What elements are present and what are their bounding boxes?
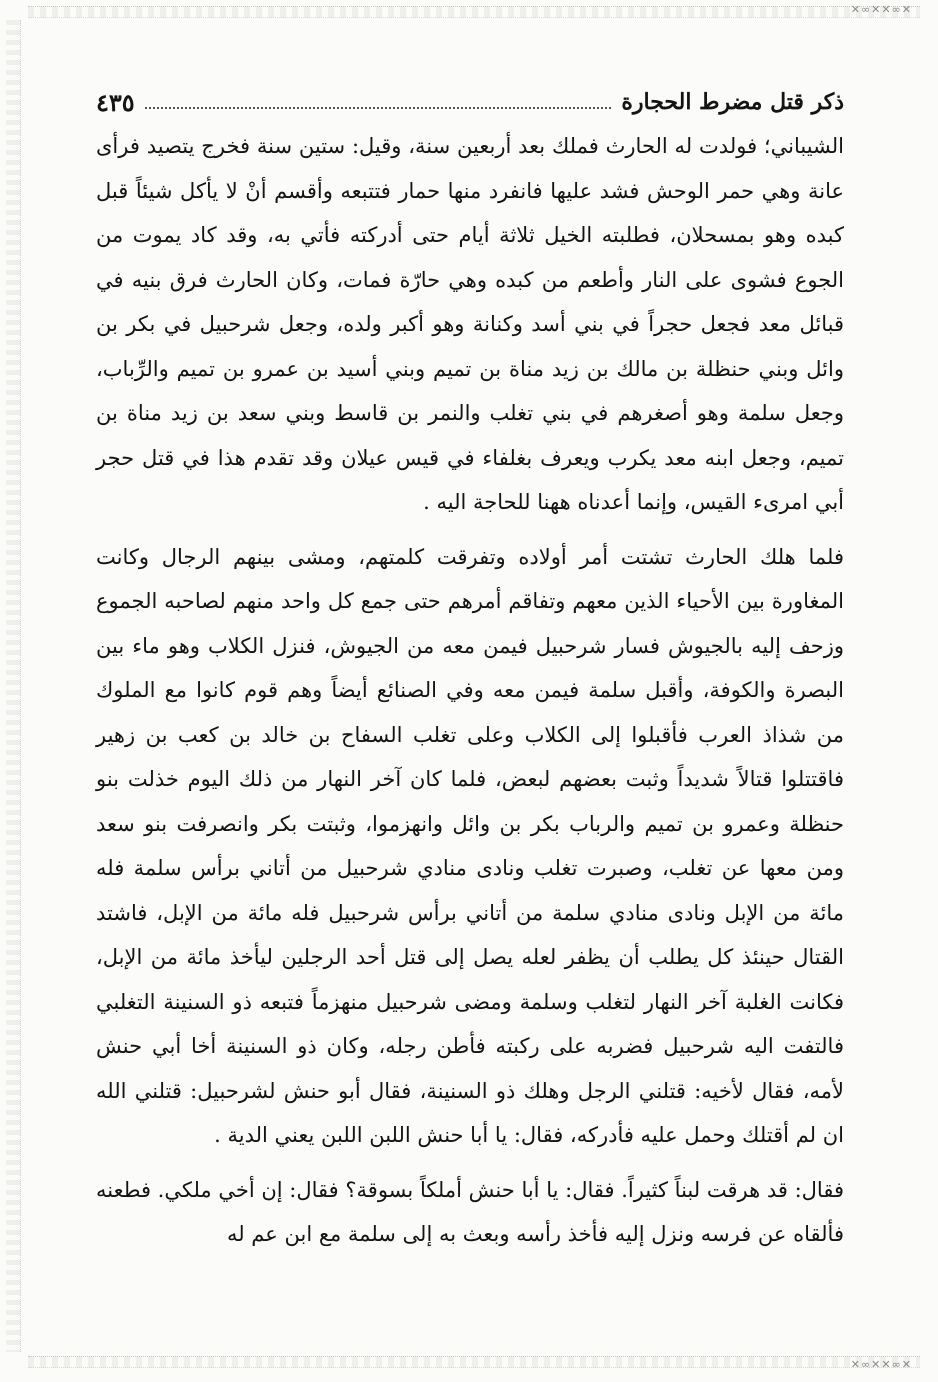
- bottom-ornament-border: [28, 1356, 920, 1368]
- page-number: ٤٣٥: [96, 87, 135, 117]
- paragraph-1: الشيباني؛ فولدت له الحارث فملك بعد أربعين سنة، وقيل: ستين سنة فخرج يتصيد فرأى عانة وهي حمر الوحش فشد عليها فانفرد منها حمار فتتبعه وأقسم أنْ لا يأكل شيئاً قبل كبده وهو بمسحلان، فطلبته الخيل ثلاثة أيام حتى أدركته فأتي به، وقد كاد يموت من الجوع فشوى على النار وأطعم من كبده وهي حارّة فمات، وكان الحارث فرق بنيه في قبائل معد فجعل حجراً في بني أسد وكنانة وهو أكبر ولده، وجعل شرحبيل في بكر بن وائل وبني حنظلة بن مالك بن زيد مناة بن تميم وبني أسيد بن عمرو بن تميم والرِّباب، وجعل سلمة وهو أصغرهم في بني تغلب والنمر بن قاسط وبني سعد بن زيد مناة بن تميم، وجعل ابنه معد يكرب ويعرف بغلفاء في قيس عيلان وقد تقدم هذا في قتل حجر أبي امرىء القيس، وإنما أعدناه ههنا للحاجة اليه .: [96, 134, 844, 514]
- body-text: [96, 124, 844, 1257]
- bottom-knot-ornament-icon: ✕∞✕✕∞✕: [850, 1358, 912, 1371]
- paragraph-3: فقال: قد هرقت لبناً كثيراً. فقال: يا أبا حنش أملكاً بسوقة؟ فقال: إن أخي ملكي. فطعنه فألقاه عن فرسه ونزل إليه فأخذ رأسه وبعث به إلى سلمة مع ابن عم له: [96, 1177, 844, 1246]
- page-header: [96, 84, 844, 120]
- top-knot-ornament-icon: ✕∞✕✕∞✕: [850, 3, 912, 16]
- top-ornament-border: [28, 6, 920, 18]
- running-title: ذكر قتل مضرط الحجارة: [621, 89, 844, 115]
- dotted-leader: [145, 107, 612, 109]
- paragraph-gap: [96, 525, 844, 535]
- paragraph-gap: [96, 1158, 844, 1168]
- paragraph-2: فلما هلك الحارث تشتت أمر أولاده وتفرقت كلمتهم، ومشى بينهم الرجال وكانت المغاورة بين الأحياء الذين معهم وتفاقم أمرهم حتى جمع كل واحد منهم لصاحبه الجموع وزحف إليه بالجيوش فسار شرحبيل فيمن معه من الجيوش، فنزل الكلاب وهو ماء بين البصرة والكوفة، وأقبل سلمة فيمن معه وفي الصنائع أيضاً وهم قوم كانوا مع الملوك من شذاذ العرب فأقبلوا إلى الكلاب وعلى تغلب السفاح بن خالد بن كعب بن زهير فاقتتلوا قتالاً شديداً وثبت بعضهم لبعض، فلما كان آخر النهار من ذلك اليوم خذلت بنو حنظلة وعمرو بن تميم والرباب بكر بن وائل وانهزموا، وثبتت بكر وانصرفت بنو سعد ومن معها عن تغلب، وصبرت تغلب ونادى منادي شرحبيل من أتاني برأس سلمة فله مائة من الإبل ونادى منادي سلمة من أتاني برأس شرحبيل فله مائة من الإبل، فاشتد القتال حينئذ كل يطلب أن يظفر لعله يصل إلى قتل أحد الرجلين ليأخذ مائة من الإبل، فكانت الغلبة آخر النهار لتغلب وسلمة ومضى شرحبيل منهزماً فتبعه ذو السنينة التغلبي فالتفت اليه شرحبيل فضربه على ركبته فأطن رجله، وكان ذو السنينة أخا أبي حنش لأمه، فقال لأخيه: قتلني الرجل وهلك ذو السنينة، فقال أبو حنش لشرحبيل: قتلني الله ان لم أقتلك وحمل عليه فأدركه، فقال: يا أبا حنش اللبن اللبن يعني الدية .: [96, 544, 844, 1147]
- left-page-edge: [6, 20, 21, 1352]
